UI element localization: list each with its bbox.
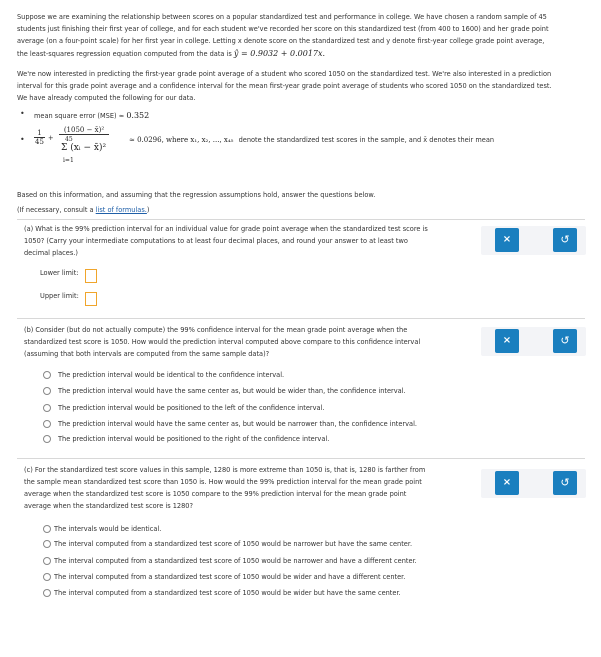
plus-sign: + — [48, 134, 54, 142]
part-a-line-3: decimal places.) — [24, 249, 78, 257]
section-divider — [17, 219, 585, 220]
option-label: The intervals would be identical. — [54, 525, 162, 533]
context-line-2: interval for this grade point average and a confidence interval for the mean first-year grade point average of students who scored 1050 on the standardized test. — [17, 82, 552, 90]
radio-button[interactable] — [43, 404, 51, 412]
intro-line-4 — [17, 48, 585, 61]
radio-button[interactable] — [43, 557, 51, 565]
option-label: The prediction interval would be identical to the confidence interval. — [58, 371, 285, 379]
sum-upper-limit: 45 — [65, 136, 73, 143]
part-b-line-3: (assuming that both intervals are computed from the same sample data)? — [24, 350, 270, 358]
bullet-dot: • — [20, 135, 25, 144]
intro-line-1: Suppose we are examining the relationship between scores on a popular standardized test and performance in college. We have chosen a random sample of 45 — [17, 13, 547, 21]
part-b-answer-tools — [481, 327, 586, 356]
lower-limit-input[interactable] — [85, 269, 97, 283]
option-label: The prediction interval would have the same center as, but would be narrower than, the confidence interval. — [58, 420, 418, 428]
part-b-clear-button[interactable]: × — [495, 329, 519, 353]
radio-button[interactable] — [43, 371, 51, 379]
option-label: The prediction interval would be positioned to the left of the confidence interval. — [58, 404, 325, 412]
ratio-fraction — [59, 126, 109, 167]
context-line-1: We're now interested in predicting the first-year grade point average of a student who scored 1050 on the standardized test. We're also interested in a prediction — [17, 70, 552, 78]
lower-limit-label: Lower limit: — [40, 269, 79, 277]
radio-button[interactable] — [43, 573, 51, 581]
formula-value-text: ≈ 0.0296, where x₁, x₂, ..., x₄₅ — [129, 136, 234, 144]
option-label: The prediction interval would be positioned to the right of the confidence interval. — [58, 435, 330, 443]
formula-list-link[interactable]: list of formulas. — [95, 206, 147, 214]
bullet-dot: • — [20, 109, 25, 118]
part-c-line-3: average when the standardized test score is 1050 compare to the 99% prediction interval for the mean grade point — [24, 490, 407, 498]
sum-expression: Σ (xᵢ − x̄)² — [61, 143, 107, 153]
one-over-n-denominator: 45 — [35, 138, 44, 146]
intro-line-3: average (on a four-point scale) for her first year in college. Letting x denote score on the standardized test and y denote first-year college grade point average, — [17, 37, 545, 45]
variance-formula — [34, 124, 554, 180]
radio-button[interactable] — [43, 540, 51, 548]
part-c-answer-tools — [481, 469, 586, 498]
one-over-n-numerator: 1 — [34, 129, 45, 138]
consult-prefix: (If necessary, consult a — [17, 206, 96, 214]
formula-consult — [17, 205, 585, 217]
regression-equation: ŷ = 0.9032 + 0.0017x. — [233, 49, 326, 58]
option-label: The interval computed from a standardized test score of 1050 would be wider and have a different center. — [54, 573, 406, 581]
upper-limit-label: Upper limit: — [40, 292, 79, 300]
radio-button[interactable] — [43, 387, 51, 395]
formula-description: denote the standardized test scores in the sample, and x̄ denotes their mean — [238, 136, 495, 144]
radio-button[interactable] — [43, 589, 51, 597]
upper-limit-input[interactable] — [85, 292, 97, 306]
part-a-line-1: (a) What is the 99% prediction interval for an individual value for grade point average when the standardized test score is — [24, 225, 428, 233]
part-a-undo-button[interactable]: ↺ — [553, 228, 577, 252]
part-c-line-2: the sample mean standardized test score than 1050 is. How would the 99% prediction interval for the mean grade point — [24, 478, 422, 486]
part-c-clear-button[interactable]: × — [495, 471, 519, 495]
context-line-3: We have already computed the following for our data. — [17, 94, 196, 102]
mse-fact — [34, 111, 149, 120]
section-divider — [17, 318, 585, 319]
formula-value — [129, 136, 494, 144]
consult-suffix: ) — [146, 206, 150, 214]
part-a-clear-button[interactable]: × — [495, 228, 519, 252]
ratio-denominator — [59, 135, 109, 167]
option-label: The interval computed from a standardized test score of 1050 would be wider but have the same center. — [54, 589, 401, 597]
instructions-text: Based on this information, and assuming that the regression assumptions hold, answer the questions below. — [17, 191, 376, 199]
mse-value: 0.352 — [126, 111, 150, 120]
section-divider — [17, 458, 585, 459]
part-b-undo-button[interactable]: ↺ — [553, 329, 577, 353]
part-c-line-1: (c) For the standardized test score values in this sample, 1280 is more extreme than 1050 is, that is, 1280 is farther from — [24, 466, 426, 474]
part-c-undo-button[interactable]: ↺ — [553, 471, 577, 495]
part-a-line-2: 1050? (Carry your intermediate computations to at least four decimal places, and round your answer to at least two — [24, 237, 408, 245]
option-label: The interval computed from a standardized test score of 1050 would be narrower and have a different center. — [54, 557, 417, 565]
option-label: The interval computed from a standardized test score of 1050 would be narrower but have the same center. — [54, 540, 413, 548]
one-over-n — [34, 129, 45, 146]
radio-button[interactable] — [43, 420, 51, 428]
radio-button[interactable] — [43, 435, 51, 443]
ratio-numerator: (1050 − x̄)² — [59, 126, 109, 135]
option-label: The prediction interval would have the same center as, but would be wider than, the confidence interval. — [58, 387, 406, 395]
part-a-answer-tools — [481, 226, 586, 255]
intro-line-2: students just finishing their first year of college, and for each student we've recorded her score on this standardized test (from 400 to 1600) and her grade point — [17, 25, 549, 33]
part-b-line-1: (b) Consider (but do not actually compute) the 99% confidence interval for the mean grade point average when the — [24, 326, 408, 334]
part-b-line-2: standardized test score is 1050. How would the prediction interval computed above compare to this confidence interval — [24, 338, 421, 346]
radio-button[interactable] — [43, 525, 51, 533]
intro-line-4-text: the least-squares regression equation computed from the data is — [17, 50, 234, 58]
mse-label: mean square error (MSE) ≈ — [34, 112, 127, 120]
sum-lower-limit: i=1 — [63, 157, 74, 164]
part-c-line-4: average when the standardized test score is 1280? — [24, 502, 194, 510]
